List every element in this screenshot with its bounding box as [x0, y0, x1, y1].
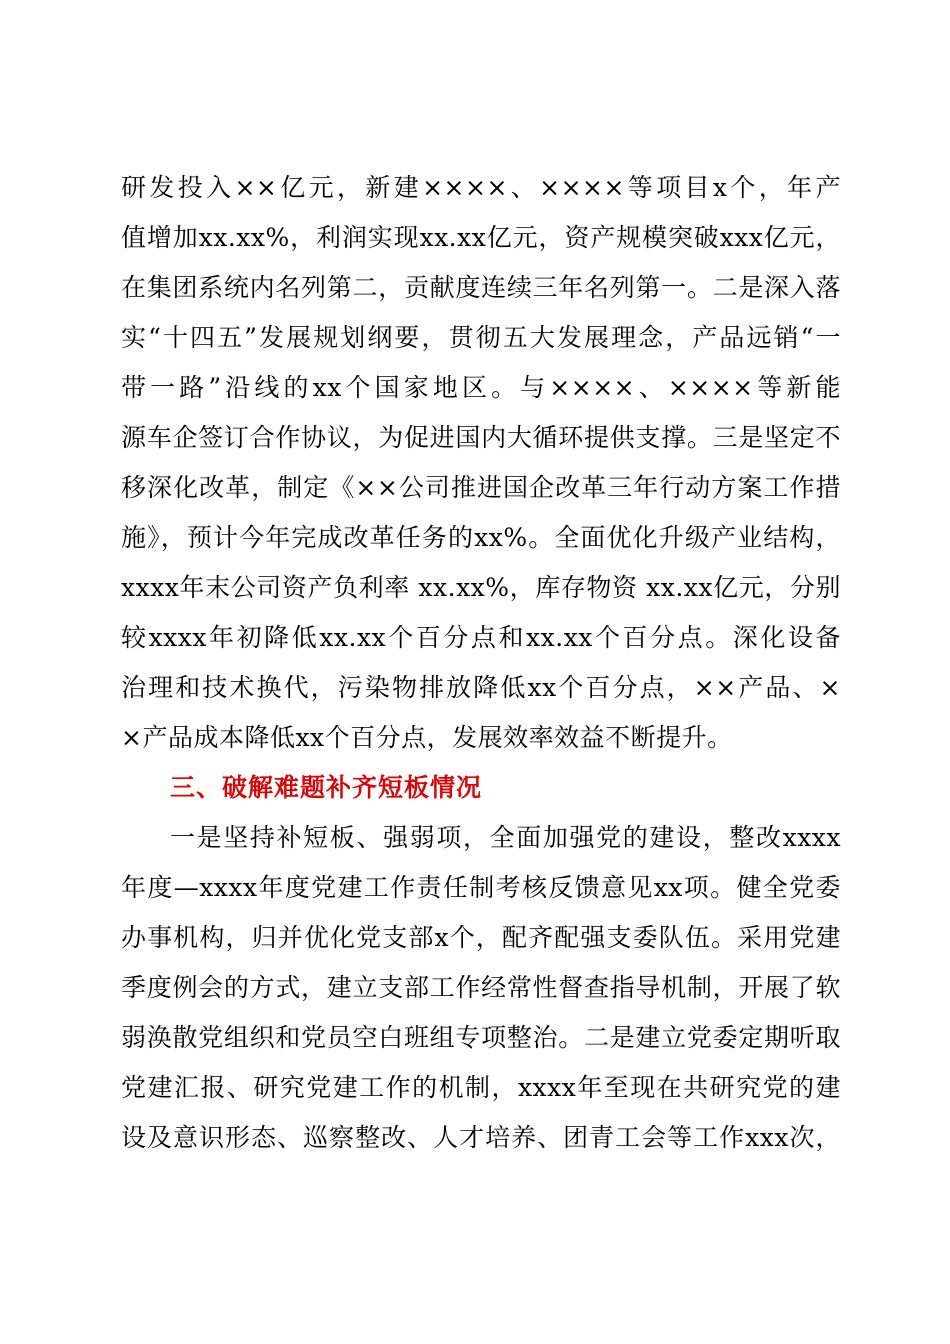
- paragraph-line: 值增加xx.xx%，利润实现xx.xx亿元，资产规模突破xxx亿元，: [121, 223, 841, 252]
- paragraph-line: 较xxxx年初降低xx.xx个百分点和xx.xx个百分点。深化设备: [121, 623, 841, 652]
- paragraph-line: ×产品成本降低xx个百分点，发展效率效益不断提升。: [121, 723, 733, 752]
- paragraph-line: 治理和技术换代，污染物排放降低xx个百分点，××产品、×: [121, 673, 841, 702]
- paragraph-line: 实“十四五”发展规划纲要，贯彻五大发展理念，产品远销“一: [121, 323, 841, 352]
- paragraph-line: 带一路”沿线的xx个国家地区。与××××、××××等新能: [121, 373, 841, 402]
- paragraph-line: 弱涣散党组织和党员空白班组专项整治。二是建立党委定期听取: [121, 1023, 841, 1052]
- paragraph-line: 办事机构，归并优化党支部x个，配齐配强支委队伍。采用党建: [121, 923, 841, 952]
- paragraph-line: 移深化改革，制定《××公司推进国企改革三年行动方案工作措: [121, 473, 841, 502]
- paragraph-line: 一是坚持补短板、强弱项，全面加强党的建设，整改xxxx: [170, 823, 841, 852]
- section-heading: 三、破解难题补齐短板情况: [170, 773, 483, 802]
- paragraph-line: 设及意识形态、巡察整改、人才培养、团青工会等工作xxx次，: [121, 1123, 841, 1152]
- paragraph-line: 年度—xxxx年度党建工作责任制考核反馈意见xx项。健全党委: [121, 873, 841, 902]
- paragraph-line: 党建汇报、研究党建工作的机制，xxxx年至现在共研究党的建: [121, 1073, 841, 1102]
- paragraph-line: 在集团系统内名列第二，贡献度连续三年名列第一。二是深入落: [121, 273, 841, 302]
- paragraph-line: 施》，预计今年完成改革任务的xx%。全面优化升级产业结构，: [121, 523, 841, 552]
- paragraph-line: 季度例会的方式，建立支部工作经常性督查指导机制，开展了软: [121, 973, 841, 1002]
- paragraph-line: 研发投入××亿元，新建××××、××××等项目x个，年产: [121, 173, 841, 202]
- paragraph-line: 源车企签订合作协议，为促进国内大循环提供支撑。三是坚定不: [121, 423, 841, 452]
- paragraph-line: xxxx年末公司资产负利率 xx.xx%，库存物资 xx.xx亿元，分别: [121, 573, 841, 602]
